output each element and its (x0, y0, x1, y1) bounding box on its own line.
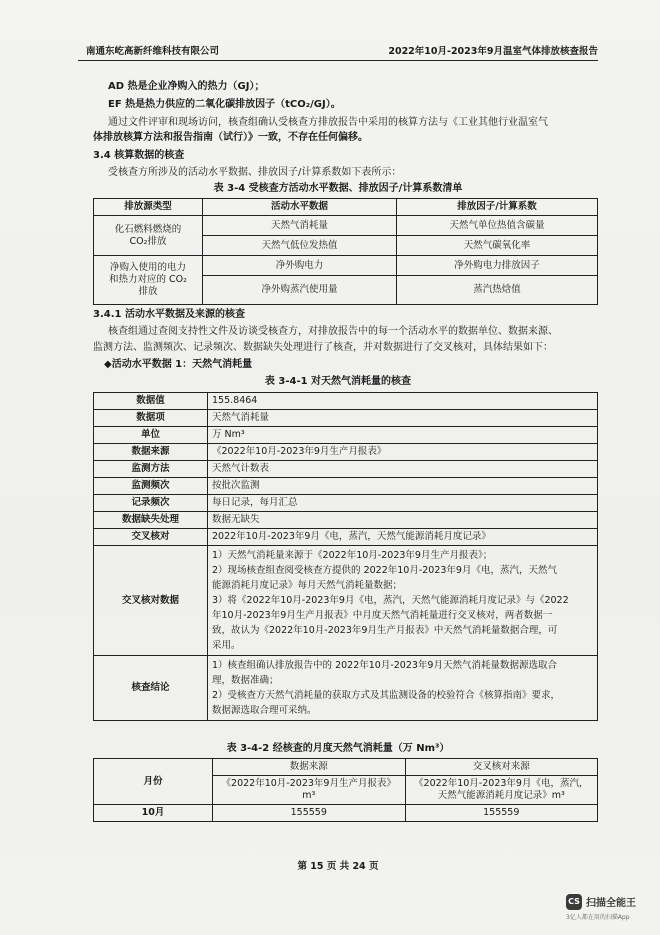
page-number: 第 15 页 共 24 页 (297, 861, 379, 872)
row-label: 数据项 (94, 410, 208, 427)
activity-data-bullet: ◆活动水平数据 1：天然气消耗量 (104, 359, 253, 370)
table-row (94, 656, 598, 721)
page-header (78, 40, 598, 58)
watermark-tagline: 3亿人都在用的扫描App (566, 914, 630, 921)
ad-definition: AD 热是企业净购入的热力（GJ）； (108, 81, 265, 92)
header-report-title: 2022年10月-2023年9月温室气体排放核查报告 (388, 46, 598, 57)
source-value-cell: 155559 (213, 805, 406, 822)
cross-doc-cell (405, 776, 598, 805)
document-page (78, 30, 598, 900)
table-row (94, 478, 598, 495)
source-type-line: 化石燃料燃烧的 (114, 223, 182, 235)
row-label: 交叉核对数据 (94, 546, 208, 656)
table-3-4-1 (93, 392, 598, 721)
table-row (94, 512, 598, 529)
verification-paragraph-line-2: 监测方法、监测频次、记录频次、数据缺失处理进行了核查，并对数据进行了交叉核对，具体结果如下： (93, 342, 553, 353)
source-doc-cell (213, 776, 406, 805)
text-line: 2）受核查方天然气消耗量的获取方式及其监测设备的校验符合《核算指南》要求， (212, 690, 561, 701)
activity-cell: 天然气消耗量 (203, 216, 397, 236)
activity-cell: 净外购电力 (203, 256, 397, 276)
source-type-cell (94, 216, 203, 256)
table-row (94, 461, 598, 478)
scanner-watermark (566, 890, 660, 930)
section-3-4-1-heading: 3.4.1 活动水平数据及来源的核查 (93, 309, 245, 320)
row-label: 数据值 (94, 393, 208, 410)
table-3-4-2-caption: 表 3-4-2 经核查的月度天然气消耗量（万 Nm³） (226, 743, 450, 754)
month-header: 月份 (94, 759, 213, 805)
factor-cell: 天然气碳氧化率 (397, 236, 598, 256)
table-row (94, 529, 598, 546)
row-label: 数据来源 (94, 444, 208, 461)
row-label: 监测方法 (94, 461, 208, 478)
table-row (94, 216, 598, 236)
factor-cell: 蒸汽热焓值 (397, 276, 598, 305)
table-header-row (94, 199, 598, 216)
month-cell: 10月 (94, 805, 213, 822)
factor-cell: 净外购电力排放因子 (397, 256, 598, 276)
watermark-app-name: 扫描全能王 (586, 898, 636, 909)
table-3-4-caption: 表 3-4 受核查方活动水平数据、排放因子/计算系数清单 (213, 183, 463, 194)
conclusion-details (208, 656, 598, 721)
header-cell: 活动水平数据 (203, 199, 397, 216)
row-value: 按批次监测 (208, 478, 598, 495)
table-row (94, 410, 598, 427)
table-row (94, 495, 598, 512)
source-type-line: 排放 (138, 286, 158, 297)
header-cell: 排放源类型 (94, 199, 203, 216)
table-header-row (94, 759, 598, 776)
row-label: 记录频次 (94, 495, 208, 512)
method-paragraph-line-1: 通过文件评审和现场访问，核查组确认受核查方排放报告中采用的核算方法与《工业其他行业温室气 (108, 117, 548, 128)
text-line: 1）核查组确认排放报告中的 2022年10月-2023年9月天然气消耗量数据源选取合 (212, 660, 557, 671)
section-3-4-heading: 3.4 核算数据的核查 (93, 150, 185, 161)
text-line: 致，故认为《2022年10月-2023年9月生产月报表》中天然气消耗量数据合理，可 (212, 625, 558, 636)
header-company: 南通东屹高新纤维科技有限公司 (86, 46, 220, 57)
text-line: 2）现场核查组查阅受核查方提供的 2022年10月-2023年9月《电，蒸汽，天然气 (212, 565, 557, 576)
source-doc: 《2022年10月-2023年9月生产月报表》 (221, 778, 396, 789)
text-line: 采用。 (212, 640, 241, 651)
table-row (94, 444, 598, 461)
header-cell: 排放因子/计算系数 (397, 199, 598, 216)
cross-header: 交叉核对来源 (405, 759, 598, 776)
row-value: 《2022年10月-2023年9月生产月报表》 (208, 444, 598, 461)
row-value: 天然气消耗量 (208, 410, 598, 427)
cross-check-details (208, 546, 598, 656)
row-value: 155.8464 (208, 393, 598, 410)
table-row (94, 256, 598, 276)
section-3-4-intro: 受核查方所涉及的活动水平数据、排放因子/计算系数如下表所示： (108, 167, 402, 178)
table-row (94, 427, 598, 444)
text-line: 1）天然气消耗量来源于《2022年10月-2023年9月生产月报表》； (212, 550, 493, 561)
source-unit: m³ (302, 790, 316, 801)
text-line: 年10月-2023年9月生产月报表》中月度天然气消耗量进行交叉核对，两者数据一 (212, 610, 553, 621)
text-line: 数据源选取合理可采纳。 (212, 705, 317, 716)
text-line: 能源消耗月度记录》每月天然气消耗量数据； (212, 580, 403, 591)
row-label: 交叉核对 (94, 529, 208, 546)
table-row (94, 546, 598, 656)
row-value: 数据无缺失 (208, 512, 598, 529)
row-value: 2022年10月-2023年9月《电，蒸汽，天然气能源消耗月度记录》 (208, 529, 598, 546)
row-label: 单位 (94, 427, 208, 444)
header-rule (78, 60, 598, 61)
activity-cell: 净外购蒸汽使用量 (203, 276, 397, 305)
factor-cell: 天然气单位热值含碳量 (397, 216, 598, 236)
source-header: 数据来源 (213, 759, 406, 776)
source-type-cell (94, 256, 203, 305)
cross-value-cell: 155559 (405, 805, 598, 822)
activity-cell: 天然气低位发热值 (203, 236, 397, 256)
method-paragraph-line-2: 体排放核算方法和报告指南（试行）》一致，不存在任何偏移。 (93, 132, 368, 143)
ef-definition: EF 热是热力供应的二氧化碳排放因子（tCO₂/GJ）。 (108, 99, 341, 110)
row-value: 每日记录，每月汇总 (208, 495, 598, 512)
text-line: 理，数据准确； (212, 675, 279, 686)
source-type-line: 和热力对应的 CO₂ (109, 274, 187, 285)
row-value: 天然气计数表 (208, 461, 598, 478)
verification-paragraph-line-1: 核查组通过查阅支持性文件及访谈受核查方，对排放报告中的每一个活动水平的数据单位、数据来源、 (108, 326, 558, 337)
cs-logo-icon: CS (566, 894, 582, 910)
row-label: 核查结论 (94, 656, 208, 721)
cross-doc-line: 《2022年10月-2023年9月《电，蒸汽， (414, 778, 589, 789)
source-type-line: CO₂排放 (129, 235, 167, 247)
table-3-4-1-caption: 表 3-4-1 对天然气消耗量的核查 (264, 376, 412, 387)
row-label: 数据缺失处理 (94, 512, 208, 529)
table-3-4 (93, 198, 598, 305)
text-line: 3）将《2022年10月-2023年9月《电，蒸汽，天然气能源消耗月度记录》与《2022 (212, 595, 569, 606)
row-value: 万 Nm³ (208, 427, 598, 444)
row-label: 监测频次 (94, 478, 208, 495)
source-type-line: 净购入使用的电力 (109, 262, 186, 273)
table-row (94, 805, 598, 822)
table-3-4-2 (93, 758, 598, 822)
cross-doc-line: 天然气能源消耗月度记录》m³ (437, 790, 565, 801)
table-row (94, 393, 598, 410)
